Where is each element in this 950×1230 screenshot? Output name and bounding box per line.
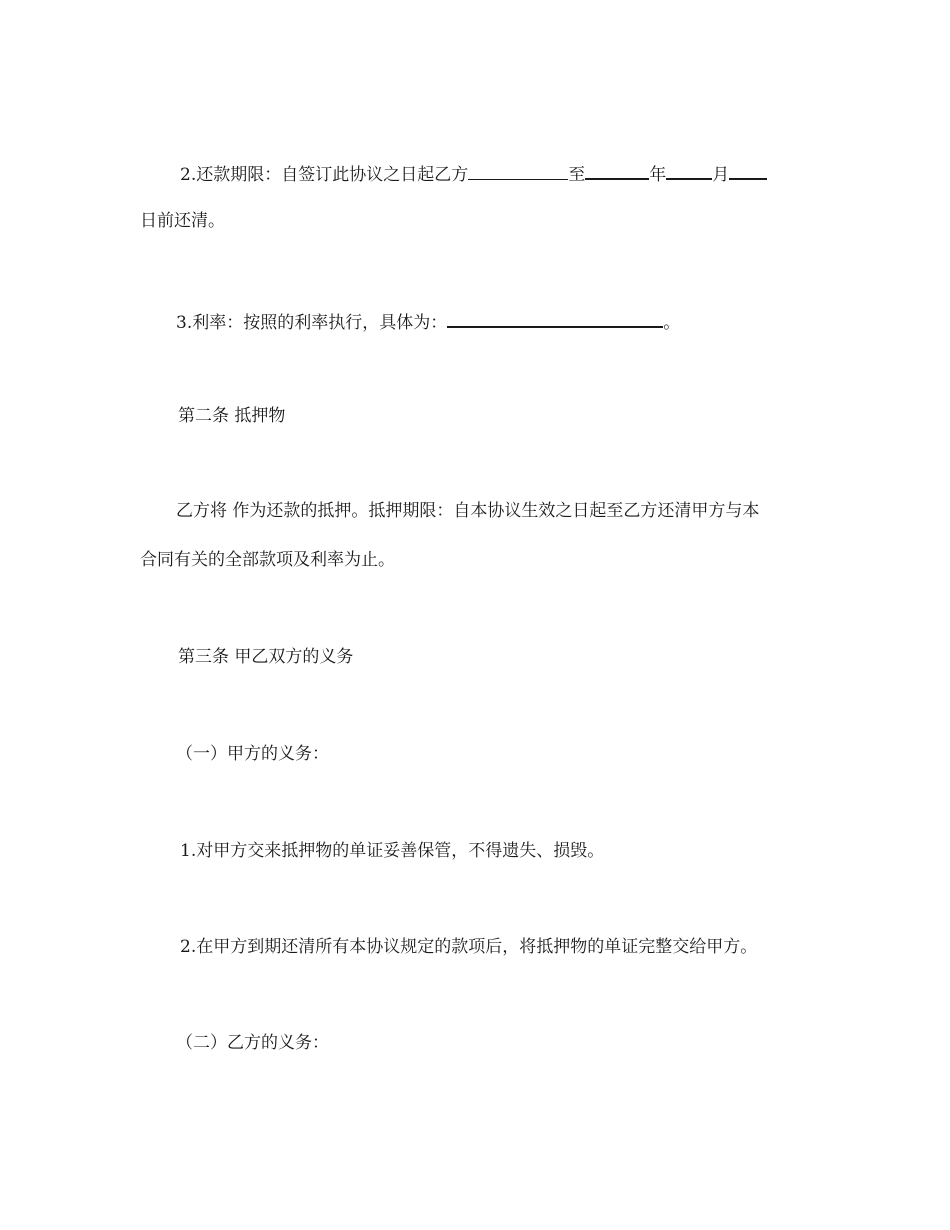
repayment-term-year: 年 bbox=[649, 165, 667, 185]
blank-days-field[interactable] bbox=[468, 163, 568, 180]
repayment-term-continuation: 日前还清。 bbox=[140, 211, 225, 231]
blank-month-field[interactable] bbox=[666, 162, 712, 180]
party-a-duty-1: 1.对甲方交来抵押物的单证妥善保管，不得遗失、损毁。 bbox=[180, 841, 605, 861]
blank-day-field[interactable] bbox=[729, 162, 767, 180]
article-3-heading: 第三条 甲乙双方的义务 bbox=[178, 647, 354, 667]
interest-rate-suffix: 。 bbox=[663, 313, 681, 333]
blank-year-field[interactable] bbox=[585, 162, 649, 180]
article-2-paragraph-line1: 乙方将 作为还款的抵押。抵押期限：自本协议生效之日起至乙方还清甲方与本 bbox=[176, 501, 760, 521]
article-2-heading: 第二条 抵押物 bbox=[178, 406, 286, 426]
clause-repayment-term bbox=[180, 162, 767, 184]
blank-interest-rate-field[interactable] bbox=[447, 310, 663, 328]
article-2-paragraph-line2: 合同有关的全部款项及利率为止。 bbox=[140, 550, 395, 570]
party-b-duties-heading: （二）乙方的义务： bbox=[176, 1033, 329, 1053]
clause-interest-rate bbox=[176, 310, 680, 332]
repayment-term-to: 至 bbox=[568, 165, 586, 185]
party-a-duty-2: 2.在甲方到期还清所有本协议规定的款项后，将抵押物的单证完整交给甲方。 bbox=[180, 937, 758, 957]
repayment-term-text: 2.还款期限：自签订此协议之日起乙方 bbox=[180, 165, 469, 185]
interest-rate-text: 3.利率：按照的利率执行，具体为： bbox=[176, 313, 448, 333]
repayment-term-month: 月 bbox=[712, 165, 730, 185]
party-a-duties-heading: （一）甲方的义务： bbox=[176, 744, 329, 764]
